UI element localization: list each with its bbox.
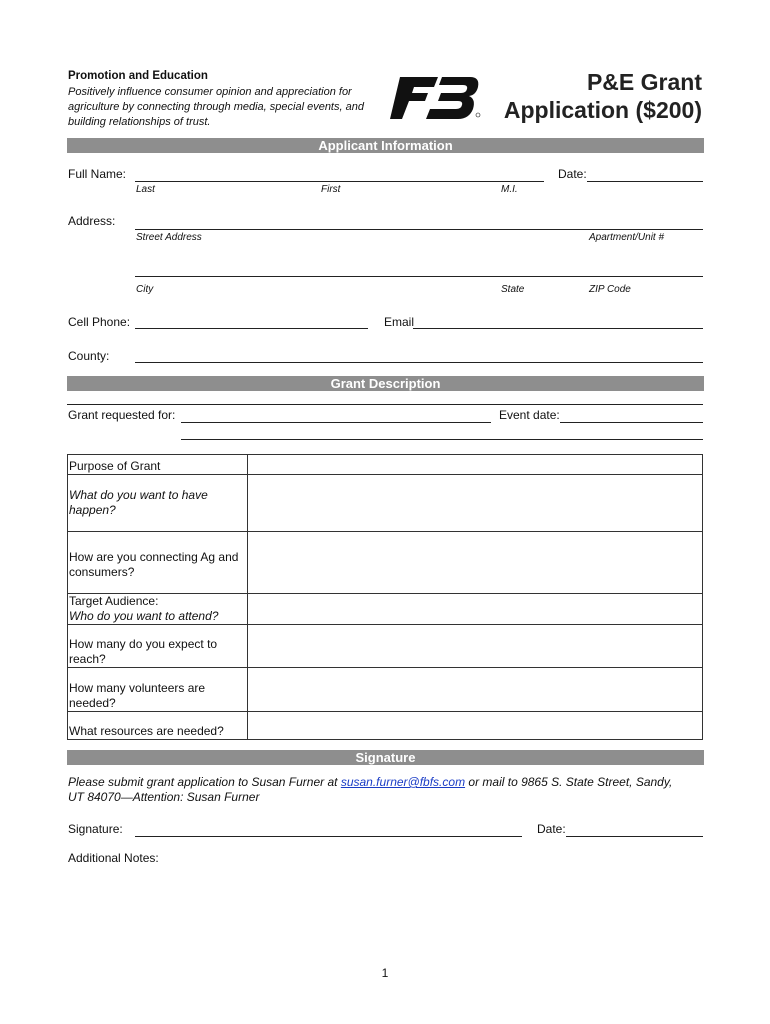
target-audience-answer-cell[interactable] xyxy=(248,594,703,625)
expected-reach-answer-cell[interactable] xyxy=(248,625,703,668)
apartment-caption: Apartment/Unit # xyxy=(589,232,665,243)
form-title-line2: Application ($200) xyxy=(503,97,702,123)
volunteers-needed-answer-cell[interactable] xyxy=(248,668,703,712)
last-name-caption: Last xyxy=(136,184,155,195)
cell-phone-label: Cell Phone: xyxy=(68,315,131,329)
table-row xyxy=(68,475,703,532)
table-row xyxy=(68,625,703,668)
submission-instructions xyxy=(68,775,678,805)
section-header-grant: Grant Description xyxy=(67,376,704,391)
instruction-text-post: or mail to 9865 S. State Street, Sandy, UT 84070—Attention: Susan Furner xyxy=(68,775,673,804)
org-title: Promotion and Education xyxy=(68,70,208,82)
event-date-label: Event date: xyxy=(499,408,560,422)
page-number: 1 xyxy=(381,966,389,980)
table-row xyxy=(68,668,703,712)
email-label: Email xyxy=(384,315,415,329)
table-row xyxy=(68,455,703,475)
form-title-line1: P&E Grant xyxy=(586,69,702,95)
cell-phone-field[interactable] xyxy=(135,313,368,329)
signature-date-field[interactable] xyxy=(566,821,703,837)
address-label: Address: xyxy=(68,214,116,228)
table-row xyxy=(68,712,703,740)
signature-label: Signature: xyxy=(68,822,123,836)
purpose-answer-cell[interactable] xyxy=(248,455,703,475)
event-date-field[interactable] xyxy=(560,407,703,423)
email-field[interactable] xyxy=(413,313,703,329)
city-state-zip-field[interactable] xyxy=(135,261,703,277)
zip-caption: ZIP Code xyxy=(589,284,631,295)
date-field[interactable] xyxy=(587,166,703,182)
resources-needed-answer-cell[interactable] xyxy=(248,712,703,740)
org-tagline: Positively influence consumer opinion and appreciation for agriculture by connecting through media, special events, and building relationships of trust. xyxy=(68,86,364,128)
section-header-signature: Signature xyxy=(67,750,704,765)
desired-outcome-answer-cell[interactable] xyxy=(248,475,703,532)
county-label: County: xyxy=(68,349,110,363)
instruction-text-pre: Please submit grant application to Susan Furner at xyxy=(68,775,341,789)
additional-notes-field[interactable] xyxy=(68,868,707,962)
grant-requested-field-line2[interactable] xyxy=(181,424,703,440)
desired-outcome-label: What do you want to have happen? xyxy=(68,475,248,532)
target-audience-subtitle: Who do you want to attend? xyxy=(69,609,219,623)
signature-field[interactable] xyxy=(135,821,522,837)
grant-purpose-table xyxy=(67,454,703,740)
street-address-caption: Street Address xyxy=(136,232,202,243)
full-name-field[interactable] xyxy=(135,166,544,182)
full-name-label: Full Name: xyxy=(68,167,127,181)
table-row xyxy=(68,594,703,625)
street-address-field[interactable] xyxy=(135,214,703,230)
grant-requested-field[interactable] xyxy=(181,407,491,423)
expected-reach-label: How many do you expect to reach? xyxy=(68,625,248,668)
first-name-caption: First xyxy=(321,184,341,195)
contact-email-link[interactable]: susan.furner@fbfs.com xyxy=(340,775,466,789)
form-title xyxy=(504,68,702,124)
farm-bureau-logo-icon xyxy=(390,73,485,121)
grant-top-rule xyxy=(67,404,703,405)
connecting-ag-answer-cell[interactable] xyxy=(248,532,703,594)
county-field[interactable] xyxy=(135,347,703,363)
date-label: Date: xyxy=(558,167,587,181)
middle-initial-caption: M.I. xyxy=(501,184,518,195)
state-caption: State xyxy=(501,284,525,295)
resources-needed-label: What resources are needed? xyxy=(68,712,248,740)
purpose-label: Purpose of Grant xyxy=(68,455,248,475)
target-audience-label xyxy=(68,594,248,625)
city-caption: City xyxy=(136,284,154,295)
additional-notes-label: Additional Notes: xyxy=(68,851,159,865)
signature-date-label: Date: xyxy=(537,822,566,836)
grant-requested-label: Grant requested for: xyxy=(68,408,176,422)
connecting-ag-label: How are you connecting Ag and consumers? xyxy=(68,532,248,594)
volunteers-needed-label: How many volunteers are needed? xyxy=(68,668,248,712)
target-audience-title: Target Audience: xyxy=(69,594,159,608)
table-row xyxy=(68,532,703,594)
section-header-applicant: Applicant Information xyxy=(67,138,704,153)
